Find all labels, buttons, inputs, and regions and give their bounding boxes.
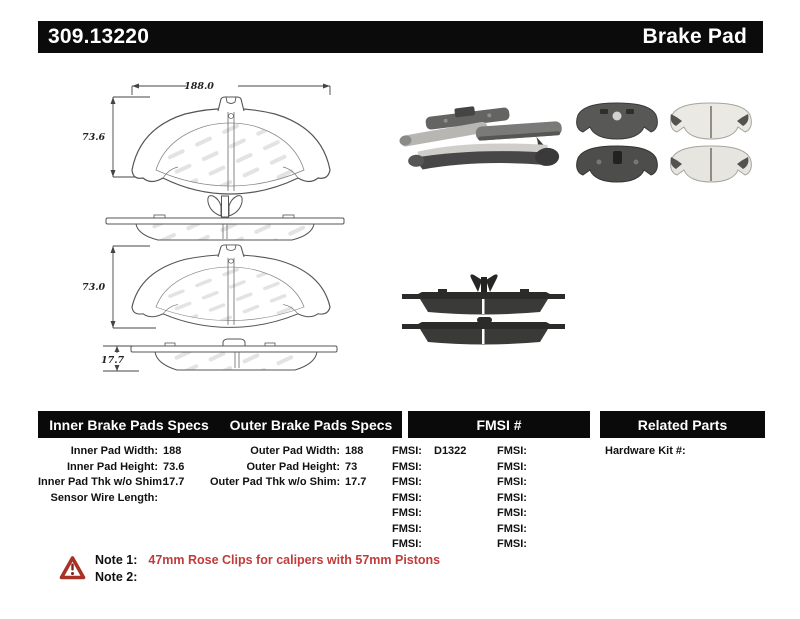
part-number: 309.13220 [48, 25, 150, 48]
related-parts-header: Related Parts [637, 416, 728, 433]
dim-188: 188.0 [184, 81, 214, 92]
spec-value: 188 [345, 445, 364, 457]
note-1-text: 47mm Rose Clips for calipers with 57mm Pistons [148, 553, 441, 567]
fmsi-label: FMSI: [497, 460, 527, 473]
spec-row [38, 444, 184, 460]
fmsi-label: FMSI: [392, 522, 422, 535]
spec-value: 73 [345, 460, 358, 473]
related-parts-column [605, 444, 691, 460]
fmsi-row [497, 475, 539, 491]
fmsi-row [392, 491, 466, 507]
fmsi-header: FMSI # [476, 416, 522, 433]
fmsi-value [426, 491, 434, 507]
fmsi-label: FMSI: [497, 507, 527, 519]
spec-value: 17.7 [163, 476, 185, 488]
fmsi-column-2 [497, 444, 539, 553]
fmsi-value [426, 522, 434, 538]
note-1 [95, 553, 440, 567]
title-bar [38, 21, 763, 53]
front-view-drawing-outer [68, 240, 340, 332]
dim-73-6: 73.6 [82, 132, 106, 143]
spec-label: Outer Pad Height: [246, 460, 340, 473]
fmsi-header-bar [408, 411, 590, 438]
fmsi-label: FMSI: [497, 445, 527, 457]
fmsi-label: FMSI: [392, 538, 422, 550]
fmsi-row [392, 460, 466, 476]
fmsi-row [497, 491, 539, 507]
spec-value: 17.7 [345, 476, 367, 488]
note-1-label: Note 1: [95, 553, 138, 567]
spec-row [210, 444, 366, 460]
spec-label: Sensor Wire Length: [50, 491, 158, 504]
note-2 [95, 570, 148, 584]
fmsi-value [426, 460, 434, 476]
product-photo-pads-flat [574, 99, 754, 185]
dim-73-0: 73.0 [82, 282, 106, 293]
fmsi-value [531, 491, 539, 507]
fmsi-row [392, 506, 466, 522]
outer-specs-header: Outer Brake Pads Specs [229, 416, 393, 433]
fmsi-row [392, 444, 466, 460]
fmsi-column-1 [392, 444, 466, 553]
fmsi-row [497, 460, 539, 476]
spec-row [210, 460, 366, 476]
inner-specs-column [38, 444, 184, 506]
spec-value [158, 491, 163, 507]
fmsi-label: FMSI: [497, 491, 527, 504]
top-view-drawing-inner [100, 190, 350, 244]
spec-row [38, 491, 184, 507]
fmsi-row [497, 522, 539, 538]
note-2-label: Note 2: [95, 570, 138, 584]
fmsi-label: FMSI: [392, 476, 422, 488]
spec-label: Outer Pad Thk w/o Shim: [210, 476, 341, 488]
fmsi-row [497, 537, 539, 553]
fmsi-value: D1322 [434, 445, 467, 457]
fmsi-row [392, 537, 466, 553]
spec-row [38, 460, 184, 476]
product-photo-pad-set [398, 104, 568, 178]
fmsi-label: FMSI: [497, 522, 527, 535]
spec-value: 73.6 [163, 460, 185, 473]
warning-icon [59, 555, 86, 581]
spec-label: Inner Pad Width: [70, 445, 158, 457]
fmsi-row [497, 506, 539, 522]
fmsi-label: FMSI: [392, 507, 422, 519]
fmsi-value [426, 537, 434, 553]
fmsi-label: FMSI: [392, 445, 422, 457]
fmsi-value [531, 522, 539, 538]
fmsi-value [531, 537, 539, 553]
fmsi-value [531, 444, 539, 460]
fmsi-value [531, 460, 539, 476]
outer-specs-column [210, 444, 366, 491]
fmsi-value [426, 475, 434, 491]
fmsi-row [392, 522, 466, 538]
fmsi-label: FMSI: [392, 460, 422, 473]
specs-header-bar [38, 411, 402, 438]
width-dimension [132, 81, 330, 95]
spec-row [38, 475, 184, 491]
fmsi-label: FMSI: [497, 476, 527, 488]
spec-label: Inner Pad Thk w/o Shim: [38, 476, 166, 488]
related-parts-header-bar [600, 411, 765, 438]
fmsi-value [426, 506, 434, 522]
dim-17-7: 17.7 [101, 355, 125, 366]
fmsi-value [531, 475, 539, 491]
spec-label: Outer Pad Width: [250, 445, 340, 457]
fmsi-value [531, 506, 539, 522]
inner-specs-header: Inner Brake Pads Specs [49, 416, 209, 433]
spec-label: Inner Pad Height: [66, 460, 158, 473]
product-photo-pads-edge [398, 270, 570, 346]
front-view-drawing-inner [68, 76, 340, 200]
page-title: Brake Pad [642, 25, 747, 48]
fmsi-row [497, 444, 539, 460]
spec-row [210, 475, 366, 491]
fmsi-row [392, 475, 466, 491]
fmsi-label: FMSI: [392, 491, 422, 504]
related-row [605, 444, 691, 460]
spec-value: 188 [163, 445, 182, 457]
edge-view-drawing [95, 334, 345, 380]
fmsi-label: FMSI: [497, 538, 527, 550]
related-value [686, 444, 691, 460]
related-label: Hardware Kit #: [605, 445, 686, 457]
